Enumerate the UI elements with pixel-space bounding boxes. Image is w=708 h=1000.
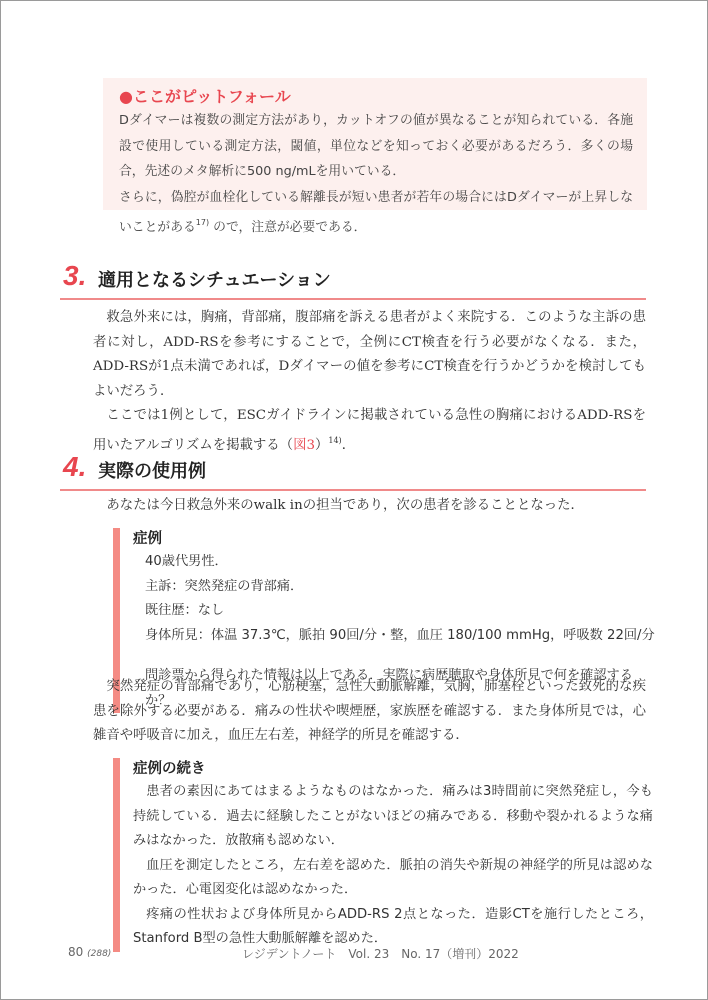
pitfall-paragraph: Dダイマーは複数の測定方法があり，カットオフの値が異なることが知られている．各施設で使用している測定方法，閾値，単位などを知っておく必要があるだろう．多くの場合，先述のメタ解析に500 ng/mLを用いている． <box>119 113 633 179</box>
text: ここでは1例として，ESCガイドラインに掲載されている急性の胸痛におけるADD-RSを用いたアルゴリズムを掲載する（ <box>93 408 646 453</box>
page-number <box>68 945 111 959</box>
text: ので，注意が必要である． <box>209 220 367 235</box>
pitfall-paragraph <box>119 185 633 241</box>
case-line: 主訴：突然発症の背部痛． <box>145 578 304 594</box>
section-3-body <box>93 306 646 458</box>
citation: 17) <box>195 218 210 227</box>
case-continuation-box <box>113 758 653 952</box>
case-continuation-title: 症例の続き <box>133 761 206 777</box>
section-4-heading <box>60 451 646 491</box>
section-4-answer <box>93 675 646 749</box>
paragraph: 救急外来には，胸痛，背部痛，腹部痛を訴える患者がよく来院する．このような主訴の患者に対し，ADD-RSを参考にすることで，全例にCT検査を行う必要がなくなる．また，ADD-RSが1点未満であれば，Dダイマーの値を参考にCT検査を行うかどうかを検討してもよいだろう． <box>93 310 646 399</box>
paragraph: 患者の素因にあてはまるようなものはなかった．痛みは3時間前に突然発症し，今も持続している．過去に経験したことがないほどの痛みである．移動や裂かれるような痛みはなかった．放散痛も認めない． <box>133 784 653 848</box>
text: ． <box>341 437 356 453</box>
text: さらに，偽腔が血栓化している解離長が短い患者が若年の場合にはDダイマーが上昇しないことがある <box>119 189 633 235</box>
case-line: 既往歴：なし <box>145 603 225 618</box>
paragraph: 突然発症の背部痛であり，心筋梗塞，急性大動脈解離，気胸，肺塞栓といった致死的な疾患を除外する必要がある．痛みの性状や喫煙歴，家族歴を確認する．また身体所見では，心雑音や呼吸音に加え，血圧左右差，神経学的所見を確認する． <box>93 679 646 743</box>
section-title: 適用となるシチュエーション <box>98 270 331 291</box>
paragraph: 疼痛の性状および身体所見からADD-RS 2点となった．造影CTを施行したところ，Stanford B型の急性大動脈解離を認めた． <box>133 906 653 946</box>
page-number-text: 80 <box>68 945 84 959</box>
pitfall-title: ●ここがピットフォール <box>119 87 291 106</box>
case-line: 身体所見：体温 37.3℃，脈拍 90回/分・整，血圧 180/100 mmHg，呼吸数 22回/分 <box>145 627 655 643</box>
case-question: 問診票から得られた情報は以上である．実際に病歴聴取や身体所見で何を確認するか？ <box>145 668 633 708</box>
figure-link[interactable]: 図3 <box>293 437 315 453</box>
paragraph <box>93 404 646 458</box>
section-3-heading <box>60 260 646 300</box>
pitfall-box <box>103 78 647 235</box>
section-title: 実際の使用例 <box>98 461 206 482</box>
case-title: 症例 <box>133 531 162 547</box>
section-4-intro <box>93 494 646 519</box>
paragraph: あなたは今日救急外来のwalk inの担当であり，次の患者を診ることとなった． <box>106 498 584 513</box>
citation: 14) <box>328 435 342 445</box>
journal-footer: レジデントノート Vol. 23 No. 17（増刊）2022 <box>242 947 519 961</box>
paragraph: 血圧を測定したところ，左右差を認めた．脈拍の消失や新規の神経学的所見は認めなかった．心電図変化は認めなかった． <box>133 857 653 897</box>
case-line: 40歳代男性． <box>145 554 228 569</box>
page-number-sub: (288) <box>87 949 112 959</box>
section-number: 3. <box>63 260 87 291</box>
section-number: 4. <box>63 451 87 482</box>
text: ） <box>314 437 329 453</box>
